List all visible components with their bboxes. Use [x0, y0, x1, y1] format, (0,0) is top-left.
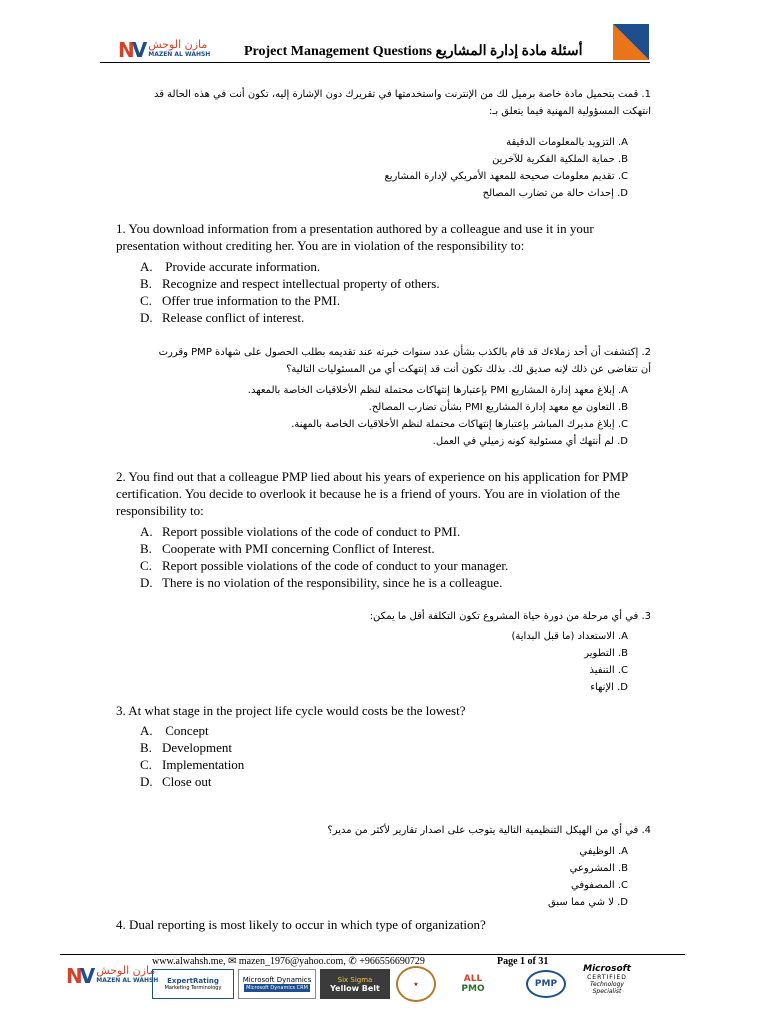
logo-mark: NV	[118, 38, 145, 62]
expertrating-badge: ExpertRating Marketing Terminology	[152, 969, 234, 999]
logo-english-name: MAZEN AL WAHSH	[148, 51, 211, 58]
seal-badge-icon: ★	[396, 966, 436, 1002]
logo-mark: NV	[66, 964, 93, 988]
q2-arabic-option-a: A. إبلاغ معهد إدارة المشاريع PMI بإعتبارها إنتهاكات محتملة لنظم الأخلاقيات الخاصة بالمعهد.	[247, 385, 628, 396]
q4-arabic-stem: 4. في أي من الهيكل التنظيمية التالية يتوجب على اصدار تقارير لأكثر من مدير؟	[327, 825, 651, 836]
six-sigma-badge: Six Sigma Yellow Belt	[320, 969, 390, 999]
ms-dynamics-badge: Microsoft Dynamics Microsoft Dynamics CRM	[238, 969, 316, 999]
q3-english-option-d: D. Close out	[140, 774, 212, 789]
q1-english-option-b: B. Recognize and respect intellectual property of others.	[140, 276, 440, 291]
q4-arabic-option-a: A. الوظيفي	[579, 846, 628, 857]
footer-logo-arabic: مازن الوحش	[96, 964, 156, 977]
q3-english-stem: 3. At what stage in the project life cycle would costs be the lowest?	[116, 703, 466, 718]
footer-contact: www.alwahsh.me, ✉ mazen_1976@yahoo.com, ✆ +966556690729	[152, 956, 425, 967]
option-text: التزويد بالمعلومات الدقيقة	[506, 137, 615, 148]
q1-arabic-stem-line1: 1. قمت بتحميل مادة خاصة برميل لك من الإنترنت واستخدمتها في تقريرك دون الإشارة إليه، تكون أنت في هذه الحالة قد	[153, 89, 651, 100]
q2-english-stem: 2. You find out that a colleague PMP lied about his years of experience on his application for PMP certification. You decide to overlook it because he is a friend of yours. You are in violation of the responsibility to:	[116, 469, 628, 518]
q4-arabic-option-c: C. المصفوفي	[571, 880, 628, 891]
q2-arabic-stem-line2: أن تتغاضى عن ذلك لإنه صديق لك. بذلك تكون أنت قد إنتهكت أي من المسئوليات التالية؟	[286, 364, 651, 375]
document-title: Project Management Questions أسئلة مادة إدارة المشاريع	[244, 44, 583, 59]
q3-arabic-stem: 3. في أي مرحلة من دورة حياة المشروع تكون التكلفة أقل ما يمكن:	[369, 611, 651, 622]
option-letter: A.	[617, 137, 628, 148]
q4-arabic-option-b: B. المشروعي	[569, 863, 628, 874]
option-text: إحداث حالة من تضارب المصالح	[482, 188, 614, 199]
logo-arabic-name: مازن الوحش	[148, 38, 208, 51]
page-header	[98, 24, 658, 64]
q3-english-option-c: C. Implementation	[140, 757, 245, 772]
q2-english-option-b: B. Cooperate with PMI concerning Conflict of Interest.	[140, 541, 435, 556]
q1-arabic-option-b	[492, 151, 628, 168]
logo	[118, 38, 210, 62]
footer-rule	[60, 954, 685, 955]
ms-certified-badge: Microsoft CERTIFIED Technology Specialist	[583, 963, 631, 995]
q1-arabic-option-c	[384, 168, 628, 185]
option-text: تقديم معلومات صحيحة للمعهد الأمريكي لإدارة المشاريع	[384, 171, 615, 182]
header-rule	[100, 62, 650, 63]
q2-arabic-option-c: C. إبلاغ مديرك المباشر بإعتبارها إنتهاكات محتملة لنظم الأخلاقيات الخاصة بالمهنة.	[291, 419, 628, 430]
option-letter: B.	[617, 154, 628, 165]
q3-arabic-option-d: D. الإنهاء	[590, 682, 628, 693]
q1-english-option-c: C. Offer true information to the PMI.	[140, 293, 341, 308]
q2-arabic-stem-line1: 2. إكتشفت أن أحد زملاءك قد قام بالكذب بشأن عدد سنوات خبرته عند تقديمه بطلب الحصول على شهادة PMP وقررت	[158, 347, 651, 358]
q1-arabic-stem-line2: انتهكت المسؤولية المهنية فيما يتعلق بـ:	[489, 106, 651, 117]
footer-logo	[66, 964, 158, 988]
q1-arabic-option-d	[483, 185, 628, 202]
q2-english-option-c: C. Report possible violations of the code of conduct to your manager.	[140, 558, 509, 573]
q2-english-option-d: D. There is no violation of the responsibility, since he is a colleague.	[140, 575, 503, 590]
q1-english-option-a: A. Provide accurate information.	[140, 259, 321, 274]
footer-logo-english: MAZEN AL WAHSH	[96, 977, 159, 984]
page-number: Page 1 of 31	[497, 956, 549, 967]
option-text: حماية الملكية الفكرية للآخرين	[492, 154, 615, 165]
option-letter: D.	[617, 188, 628, 199]
q1-english-option-d: D. Release conflict of interest.	[140, 310, 305, 325]
q2-arabic-option-b: B. التعاون مع معهد إدارة المشاريع PMI بشأن تضارب المصالح.	[368, 402, 628, 413]
corner-emblem-icon	[613, 24, 649, 60]
all-pmo-badge: ALL PMO	[461, 974, 485, 994]
q4-arabic-option-d: D. لا شي مما سبق	[548, 897, 628, 908]
q3-arabic-option-a: A. الاستعداد (ما قبل البداية)	[511, 631, 628, 642]
q2-arabic-option-d: D. لم أنتهك أي مسئولية كونه زميلي في العمل.	[432, 436, 628, 447]
q1-arabic-option-a	[506, 134, 628, 151]
q3-arabic-option-b: B. التطوير	[584, 648, 628, 659]
option-letter: C.	[617, 171, 628, 182]
q3-arabic-option-c: C. التنفيذ	[589, 665, 628, 676]
q3-english-option-a: A. Concept	[140, 723, 209, 738]
q1-english-stem: 1. You download information from a presentation authored by a colleague and use it in your presentation without crediting her. You are in violation of the responsibility to:	[116, 221, 594, 253]
q2-english-option-a: A. Report possible violations of the code of conduct to PMI.	[140, 524, 461, 539]
pmp-badge: PMP	[526, 970, 566, 998]
q3-english-option-b: B. Development	[140, 740, 233, 755]
q4-english-stem: 4. Dual reporting is most likely to occur in which type of organization?	[116, 917, 486, 932]
